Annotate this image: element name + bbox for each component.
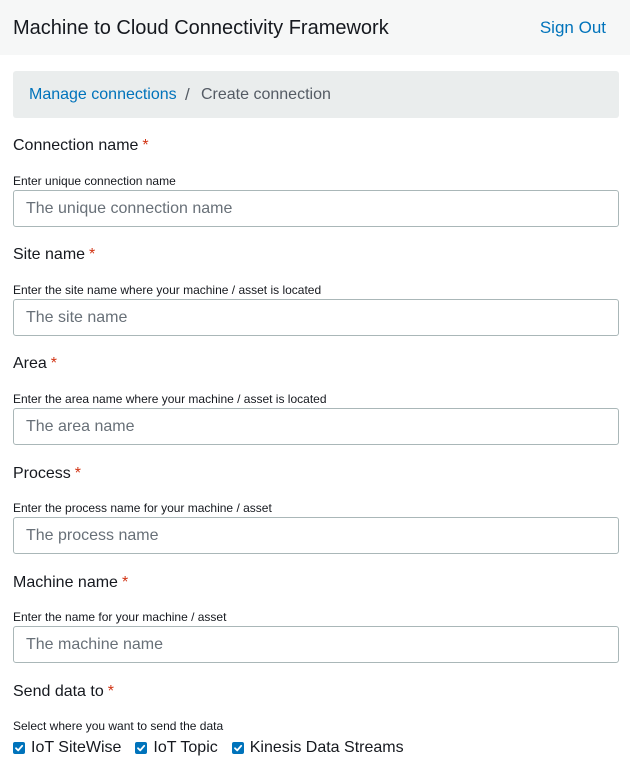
send-data-to-label bbox=[13, 683, 114, 701]
connection-name-input[interactable] bbox=[13, 190, 619, 227]
app-title: Machine to Cloud Connectivity Framework bbox=[13, 17, 389, 39]
connection-name-hint: Enter unique connection name bbox=[13, 174, 176, 188]
sign-out-link[interactable]: Sign Out bbox=[539, 18, 606, 37]
required-marker: * bbox=[121, 574, 129, 591]
breadcrumb-current: Create connection bbox=[201, 86, 331, 103]
site-name-label bbox=[13, 246, 95, 264]
area-input[interactable] bbox=[13, 408, 619, 445]
checkbox-checked-icon[interactable] bbox=[135, 742, 147, 754]
required-marker: * bbox=[74, 465, 82, 482]
site-name-hint: Enter the site name where your machine / asset is located bbox=[13, 283, 322, 297]
breadcrumb-separator: / bbox=[185, 85, 190, 104]
breadcrumb-manage-connections[interactable]: Manage connections bbox=[29, 86, 177, 103]
area-label-text: Area bbox=[13, 355, 47, 372]
send-data-to-label-text: Send data to bbox=[13, 683, 104, 700]
top-header bbox=[0, 0, 630, 55]
checkbox-iot-topic[interactable] bbox=[135, 739, 217, 757]
machine-name-input[interactable] bbox=[13, 626, 619, 663]
machine-name-label-text: Machine name bbox=[13, 574, 118, 591]
machine-name-label bbox=[13, 574, 128, 592]
checkbox-label: Kinesis Data Streams bbox=[249, 739, 404, 756]
area-label bbox=[13, 355, 57, 373]
required-marker: * bbox=[142, 137, 149, 154]
send-data-to-options bbox=[13, 739, 418, 757]
site-name-label-text: Site name bbox=[13, 246, 86, 263]
checkbox-checked-icon[interactable] bbox=[13, 742, 25, 754]
checkbox-label: IoT Topic bbox=[153, 739, 218, 756]
required-marker: * bbox=[50, 355, 58, 372]
connection-name-label bbox=[13, 137, 149, 155]
process-label-text: Process bbox=[13, 465, 71, 482]
process-input[interactable] bbox=[13, 517, 619, 554]
connection-name-label-text: Connection name bbox=[13, 137, 139, 154]
required-marker: * bbox=[89, 246, 96, 263]
machine-name-hint: Enter the name for your machine / asset bbox=[13, 610, 227, 624]
send-data-to-hint: Select where you want to send the data bbox=[13, 719, 224, 733]
process-label bbox=[13, 465, 81, 483]
site-name-input[interactable] bbox=[13, 299, 619, 336]
required-marker: * bbox=[107, 683, 114, 700]
checkbox-checked-icon[interactable] bbox=[232, 742, 244, 754]
checkbox-label: IoT SiteWise bbox=[31, 739, 122, 756]
breadcrumb bbox=[13, 71, 619, 118]
checkbox-iot-sitewise[interactable] bbox=[13, 739, 121, 757]
checkbox-kinesis-data-streams[interactable] bbox=[232, 739, 404, 757]
process-hint: Enter the process name for your machine / asset bbox=[13, 501, 272, 515]
area-hint: Enter the area name where your machine / asset is located bbox=[13, 392, 327, 406]
